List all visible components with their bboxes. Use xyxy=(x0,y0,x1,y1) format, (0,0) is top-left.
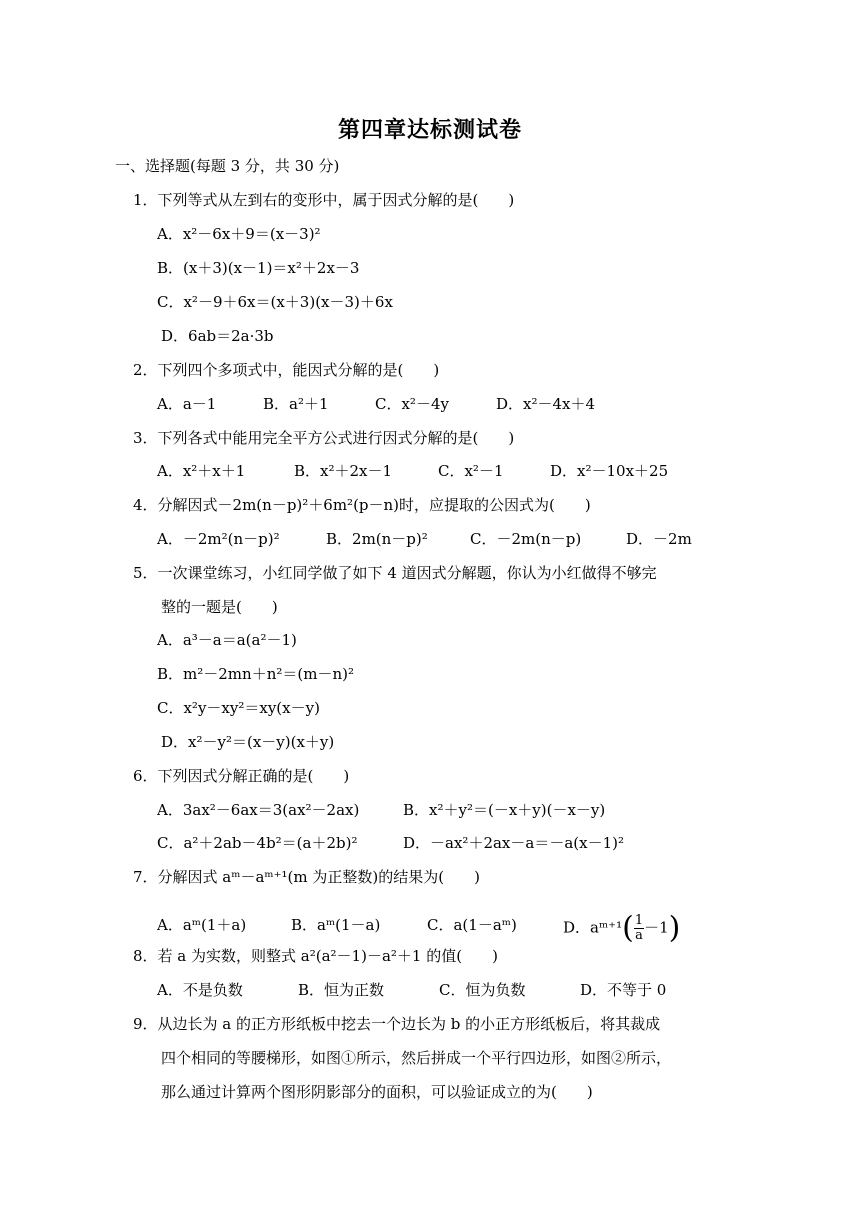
question-4-option-d: D．－2m xyxy=(626,530,692,548)
question-2-option-b: B．a²＋1 xyxy=(263,395,329,413)
question-8-option-b: B．恒为正数 xyxy=(298,981,385,999)
question-8-option-c: C．恒为负数 xyxy=(439,981,526,999)
section-heading: 一、选择题(每题 3 分，共 30 分) xyxy=(115,157,340,175)
question-1-stem: 1．下列等式从左到右的变形中，属于因式分解的是( ) xyxy=(133,191,515,209)
question-5-option-d: D．x²－y²＝(x－y)(x＋y) xyxy=(161,733,335,751)
fraction-denominator: a xyxy=(635,928,643,943)
question-9-stem: 9．从边长为 a 的正方形纸板中挖去一个边长为 b 的小正方形纸板后，将其裁成 xyxy=(133,1015,661,1033)
question-7-option-c: C．a(1－aᵐ) xyxy=(427,916,517,934)
question-2-option-c: C．x²－4y xyxy=(375,395,449,413)
question-5-option-b: B．m²－2mn＋n²＝(m－n)² xyxy=(157,665,354,683)
question-6-option-b: B．x²＋y²＝(－x＋y)(－x－y) xyxy=(403,801,606,819)
question-4-stem: 4．分解因式－2m(n－p)²＋6m²(p－n)时，应提取的公因式为( ) xyxy=(133,496,591,514)
question-9-stem-cont-2: 那么通过计算两个图形阴影部分的面积，可以验证成立的为( ) xyxy=(161,1083,593,1101)
page-title: 第四章达标测试卷 xyxy=(337,118,522,143)
question-6-option-d: D．－ax²＋2ax－a＝－a(x－1)² xyxy=(403,834,624,852)
question-7-option-d xyxy=(563,910,681,946)
question-7-stem: 7．分解因式 aᵐ－aᵐ⁺¹(m 为正整数)的结果为( ) xyxy=(133,868,480,886)
question-3-option-b: B．x²＋2x－1 xyxy=(294,462,393,480)
question-6-stem: 6．下列因式分解正确的是( ) xyxy=(133,767,350,785)
fraction-tail: －1 xyxy=(644,918,669,937)
right-bracket-glyph: ) xyxy=(668,910,681,946)
question-5-stem: 5．一次课堂练习，小红同学做了如下 4 道因式分解题，你认为小红做得不够完 xyxy=(133,564,657,582)
fraction-numerator: 1 xyxy=(634,913,644,928)
question-1-option-a: A．x²－6x＋9＝(x－3)² xyxy=(157,225,321,243)
question-2-option-d: D．x²－4x＋4 xyxy=(496,395,596,413)
question-3-stem: 3．下列各式中能用完全平方公式进行因式分解的是( ) xyxy=(133,429,515,447)
left-bracket-glyph: ( xyxy=(622,910,634,946)
question-3-option-a: A．x²＋x＋1 xyxy=(157,462,246,480)
question-6-option-c: C．a²＋2ab－4b²＝(a＋2b)² xyxy=(157,834,358,852)
question-2-stem: 2．下列四个多项式中，能因式分解的是( ) xyxy=(133,361,440,379)
question-8-option-a: A．不是负数 xyxy=(157,981,243,999)
question-4-option-c: C．－2m(n－p) xyxy=(470,530,582,548)
question-9-stem-cont-1: 四个相同的等腰梯形，如图①所示，然后拼成一个平行四边形，如图②所示， xyxy=(161,1049,672,1067)
question-8-option-d: D．不等于 0 xyxy=(580,981,667,999)
question-7-option-d-label: D．aᵐ⁺¹ xyxy=(563,918,623,937)
question-8-stem: 8．若 a 为实数，则整式 a²(a²－1)－a²＋1 的值( ) xyxy=(133,947,498,965)
question-6-option-a: A．3ax²－6ax＝3(ax²－2ax) xyxy=(157,801,360,819)
question-1-option-d: D．6ab＝2a·3b xyxy=(161,327,274,345)
question-4-option-a: A．－2m²(n－p)² xyxy=(157,530,280,548)
question-7-option-a: A．aᵐ(1＋a) xyxy=(157,916,247,934)
question-1-option-c: C．x²－9＋6x＝(x＋3)(x－3)＋6x xyxy=(157,293,393,311)
question-1-option-b: B．(x＋3)(x－1)＝x²＋2x－3 xyxy=(157,259,360,277)
question-3-option-d: D．x²－10x＋25 xyxy=(550,462,669,480)
question-5-option-a: A．a³－a＝a(a²－1) xyxy=(157,631,297,649)
question-2-option-a: A．a－1 xyxy=(157,395,217,413)
question-5-option-c: C．x²y－xy²＝xy(x－y) xyxy=(157,699,320,717)
fraction xyxy=(634,914,644,943)
question-4-option-b: B．2m(n－p)² xyxy=(326,530,428,548)
question-3-option-c: C．x²－1 xyxy=(438,462,504,480)
question-5-stem-cont: 整的一题是( ) xyxy=(161,598,278,616)
question-7-option-b: B．aᵐ(1－a) xyxy=(291,916,381,934)
